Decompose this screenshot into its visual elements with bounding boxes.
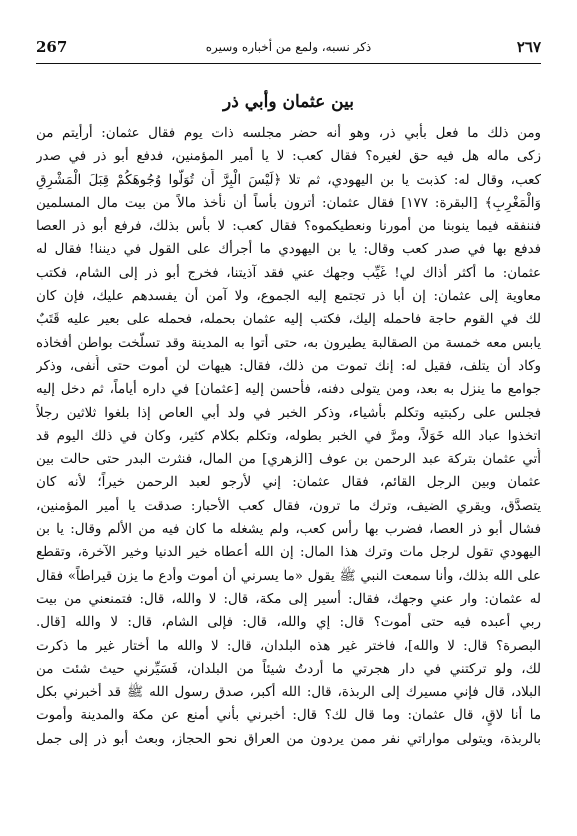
text-line: ومن ذلك ما فعل بأبي ذر، وهو أنه حضر مجلسه ذات يوم فقال عثمان: أرأيتم من: [36, 126, 541, 141]
header-divider: [36, 63, 541, 64]
running-title: ذكر نسبه، ولمع من أخباره وسيره: [205, 40, 372, 54]
page-number-arabic: ٢٦٧: [516, 38, 541, 56]
text-line: جوامع ما ينزل به بعد، ومن يتولى دفنه، فأحسن إليه [عثمان] في داره أياماً، ثم دخل إليه: [36, 382, 541, 398]
text-line: فدفع بها في صدر كعب وقال: يا بن اليهودي ما أجرأك على القول في ديننا! فقال له: [36, 242, 541, 258]
text-line: اتخذوا عباد الله خَوَلاً، ومرَّ في الخبر بطوله، وتكلم بكلام كثير، وكان في ذلك اليوم قد: [36, 428, 541, 444]
text-line: فجلس على ركبتيه وتكلم بأشياء، وذكر الخبر في ولد أبي العاص إذا بلغوا ثلاثين رجلاً: [36, 405, 541, 421]
text-line: فشال أبو ذر العصا، فضرب بها رأس كعب، ولم يشغله ما كان فيه من الألم وقال: يا بن: [36, 522, 541, 538]
text-line: لك، ولو تركتني في دار هجرتي ما أردتُ شيئاً من البلدان، فَسَيِّرني حيث شئت من: [36, 661, 541, 677]
running-header: [36, 38, 541, 60]
text-line: اليهودي تقول لرجل مات وترك هذا المال: إن الله أعطاه خير الدنيا وخير الآخرة، وتقطع: [36, 545, 541, 561]
text-line: عثمان وبين الرجل القائم، فقال عثمان: إني لأرجو لعبد الرحمن خيراً؛ لأنه كان: [36, 475, 541, 491]
text-line: معاوية إلى عثمان: إن أبا ذر تجتمع إليه الجموع، ولا آمن أن يفسدهم عليك، فإن كان: [36, 289, 541, 305]
text-line: زكى ماله هل فيه حق لغيره؟ فقال كعب: لا يا أمير المؤمنين، فدفع أبو ذر في صدر: [36, 149, 541, 165]
text-line: بالربذة، ويتولى مواراتي نفر ممن يردون من العراق نحو الحجاز، وبعث أبو ذر إلى جمل: [36, 731, 541, 747]
text-line: وَالْمَغْرِبِ﴾ [البقرة: ١٧٧] فقال عثمان: أترون بأساً أن نأخذ مالاً من بيت مال المسلمين: [36, 195, 541, 211]
text-line: ما أنا لاقٍ، قال عثمان: وما قال لك؟ قال: أخبرني بأني أمنع عن مكة والمدينة وأموت: [36, 708, 541, 724]
section-heading: بين عثمان وأبي ذر: [223, 92, 354, 112]
text-line: البصرة؟ قال: لا والله]، فاختر غير هذه البلدان، قال: لا والله ما أختار غير ما ذكرت: [36, 638, 541, 654]
text-line: يتصدَّق، ويقري الضيف، وترك ما ترون، فقال كعب الأحبار: صدقت يا أمير المؤمنين،: [36, 498, 541, 514]
text-line: البلاد، قال فإني مسيرك إلى الربذة، قال: الله أكبر، صدق رسول الله ﷺ قد أخبرني بكل: [36, 685, 541, 701]
text-line: فننفقه فيما ينوبنا من أمورنا ونعطيكموه؟ فقال كعب: لا بأس بذلك، فرفع أبو ذر العصا: [36, 219, 541, 235]
text-line: لك في القوم حاجة فاحمله إليك، فكتب إليه عثمان بحمله، فحمله على بعير عليه قَتَبٌ: [36, 312, 541, 328]
text-line: وكاد أن يتلف، فقيل له: إنك تموت من ذلك، فقال: هيهات لن أموت حتى أُنفى، وذكر: [36, 358, 541, 374]
text-line: يابس معه خمسة من الصقالبة يطيرون به، حتى أتوا به المدينة وقد تسلَّخت بواطن أفخاذه: [36, 335, 541, 351]
page-number-latin: 267: [36, 38, 68, 56]
text-line: له عثمان: وار عني وجهك، فقال: أسير إلى مكة، قال: لا والله، قال: فتمنعني من بيت: [36, 591, 541, 607]
text-line: ربي أعبده فيه حتى أموت؟ قال: إي والله، قال: فإلى الشام، قال: لا والله [قال.: [36, 615, 541, 631]
text-line: كعب، وقال له: كذبت يا بن اليهودي، ثم تلا ﴿لَيْسَ الْبِرَّ أَن تُوَلُّوا وُجُوهَكُمْ قِبَلَ الْمَشْرِقِ: [36, 172, 541, 188]
text-line: أُتي عثمان بتركة عبد الرحمن بن عوف [الزهري] من المال، فنثرت البدر حتى حالت بين: [36, 452, 541, 468]
text-line: عثمان: ما أكثر أذاك لي! غَيِّب وجهك عني فقد آذيتنا، فخرج أبو ذر إلى الشام، فكتب: [36, 265, 541, 281]
body-text: [36, 122, 541, 751]
text-line: على الله بذلك، وأنا سمعت النبي ﷺ يقول «ما يسرني أن أموت وأدع ما يزن قيراطاً» فقال: [36, 568, 541, 584]
